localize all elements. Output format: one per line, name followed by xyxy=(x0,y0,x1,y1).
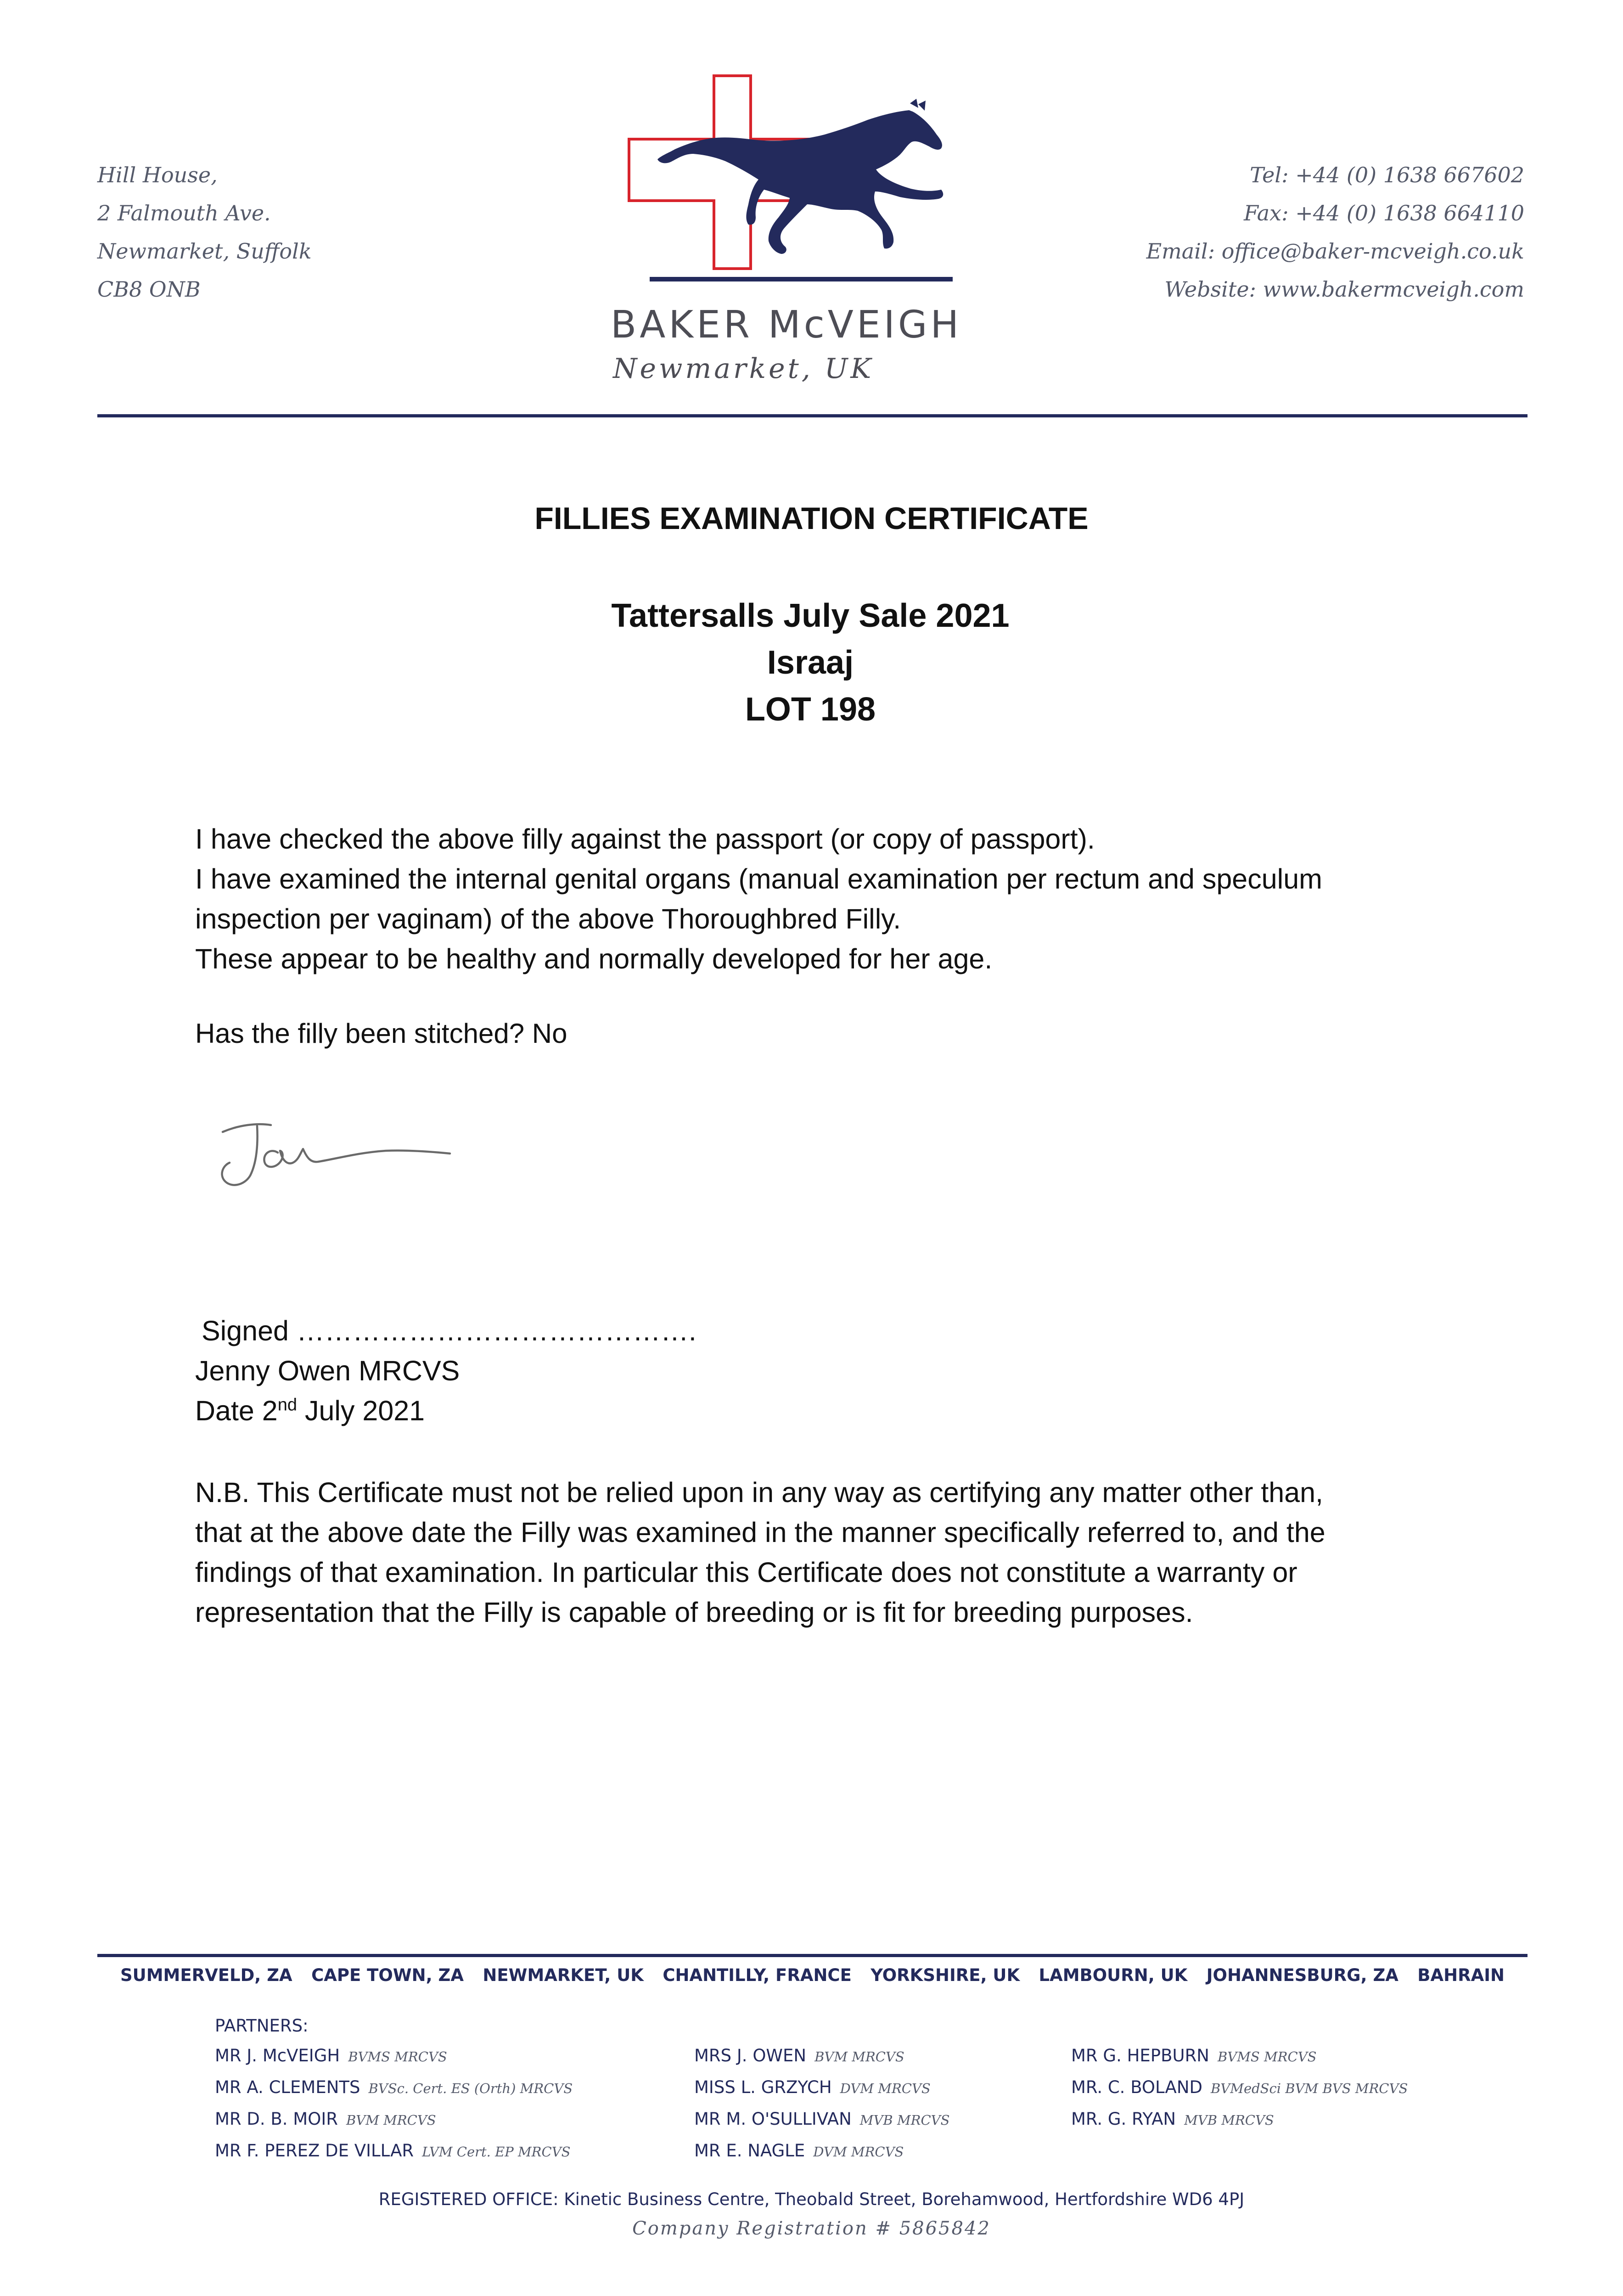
location-item: LAMBOURN, UK xyxy=(1039,1965,1188,1985)
footer-divider xyxy=(97,1954,1528,1957)
partner-entry xyxy=(215,2141,573,2172)
partner-name: MR G. HEPBURN xyxy=(1071,2046,1209,2065)
partner-quals: MVB MRCVS xyxy=(1184,2112,1274,2128)
sale-name: Tattersalls July Sale 2021 xyxy=(611,597,1010,634)
registered-office: REGISTERED OFFICE: Kinetic Business Centre, Theobald Street, Borehamwood, Hertfordshire WD6 4PJ xyxy=(378,2189,1245,2209)
phone-line: Tel: +44 (0) 1638 667602 xyxy=(1250,163,1524,187)
brand-location: Newmarket, UK xyxy=(613,353,874,385)
certificate-title: FILLIES EXAMINATION CERTIFICATE xyxy=(534,501,1089,536)
partner-entry xyxy=(215,2109,573,2141)
partner-quals: BVMS MRCVS xyxy=(348,2049,447,2065)
statement-line: I have examined the internal genital organs (manual examination per rectum and speculum xyxy=(195,863,1322,895)
date-ordinal: nd xyxy=(277,1395,298,1415)
address-line: CB8 ONB xyxy=(97,277,201,302)
disclaimer-line: findings of that examination. In particular this Certificate does not constitute a warranty or xyxy=(195,1557,1297,1588)
disclaimer-line: that at the above date the Filly was examined in the manner specifically referred to, and the xyxy=(195,1517,1325,1548)
header-divider xyxy=(97,414,1528,417)
partner-name: MRS J. OWEN xyxy=(694,2046,807,2065)
location-item: CAPE TOWN, ZA xyxy=(311,1965,464,1985)
email-line: Email: office@baker-mcveigh.co.uk xyxy=(1146,239,1524,264)
partner-name: MR F. PEREZ DE VILLAR xyxy=(215,2141,414,2161)
partner-name: MR D. B. MOIR xyxy=(215,2109,338,2129)
signatory-name: Jenny Owen MRCVS xyxy=(195,1355,460,1386)
statement-line: These appear to be healthy and normally developed for her age. xyxy=(195,943,993,974)
partner-name: MISS L. GRZYCH xyxy=(694,2077,832,2097)
horse-cross-logo-icon xyxy=(624,71,973,326)
partner-name: MR A. CLEMENTS xyxy=(215,2077,360,2097)
brand-name: BAKER McVEIGH xyxy=(611,303,962,347)
partner-entry xyxy=(1071,2077,1408,2109)
company-registration: Company Registration # 5865842 xyxy=(632,2218,991,2239)
disclaimer-line: N.B. This Certificate must not be relied upon in any way as certifying any matter other than, xyxy=(195,1477,1324,1508)
location-item: JOHANNESBURG, ZA xyxy=(1206,1965,1398,1985)
location-item: CHANTILLY, FRANCE xyxy=(663,1965,852,1985)
office-address xyxy=(97,156,312,309)
website-line: Website: www.bakermcveigh.com xyxy=(1164,277,1524,302)
lot-number: LOT 198 xyxy=(745,691,876,728)
partner-quals: DVM MRCVS xyxy=(840,2081,931,2096)
partner-name: MR. G. RYAN xyxy=(1071,2109,1176,2129)
partner-entry xyxy=(1071,2046,1408,2077)
partner-quals: BVM MRCVS xyxy=(346,2112,436,2128)
partner-quals: BVM MRCVS xyxy=(814,2049,904,2065)
partners-column-2 xyxy=(694,2046,949,2172)
partner-entry xyxy=(215,2077,573,2109)
fax-line: Fax: +44 (0) 1638 664110 xyxy=(1243,201,1524,225)
partner-entry xyxy=(215,2046,573,2077)
partner-quals: DVM MRCVS xyxy=(813,2144,904,2160)
partner-quals: LVM Cert. EP MRCVS xyxy=(422,2144,571,2160)
sale-details xyxy=(565,592,1056,733)
partner-quals: BVMS MRCVS xyxy=(1217,2049,1317,2065)
address-line: Newmarket, Suffolk xyxy=(97,239,312,264)
address-line: Hill House, xyxy=(97,163,218,187)
examination-statement xyxy=(195,819,1481,979)
signature-block xyxy=(195,1311,1481,1431)
location-item: YORKSHIRE, UK xyxy=(870,1965,1020,1985)
contact-details xyxy=(1146,156,1524,309)
statement-line: inspection per vaginam) of the above Thoroughbred Filly. xyxy=(195,903,901,934)
office-locations xyxy=(97,1965,1528,1985)
partner-name: MR E. NAGLE xyxy=(694,2141,805,2161)
handwritten-signature xyxy=(202,1111,459,1194)
partner-quals: MVB MRCVS xyxy=(859,2112,950,2128)
location-item: BAHRAIN xyxy=(1417,1965,1505,1985)
stitched-question: Has the filly been stitched? No xyxy=(195,1018,567,1049)
partner-name: MR J. McVEIGH xyxy=(215,2046,340,2065)
signed-line: Signed ……………………………………. xyxy=(202,1315,696,1346)
partners-label: PARTNERS: xyxy=(215,2016,309,2036)
partner-quals: BVMedSci BVM BVS MRCVS xyxy=(1211,2081,1408,2096)
disclaimer xyxy=(195,1473,1481,1632)
partner-quals: BVSc. Cert. ES (Orth) MRCVS xyxy=(368,2081,573,2096)
date-prefix: Date 2 xyxy=(195,1395,278,1426)
address-line: 2 Falmouth Ave. xyxy=(97,201,271,225)
exam-date xyxy=(195,1391,1481,1431)
partner-name: MR M. O'SULLIVAN xyxy=(694,2109,852,2129)
disclaimer-line: representation that the Filly is capable of breeding or is fit for breeding purposes. xyxy=(195,1597,1193,1628)
location-item: NEWMARKET, UK xyxy=(483,1965,644,1985)
partner-name: MR. C. BOLAND xyxy=(1071,2077,1202,2097)
partner-entry xyxy=(694,2046,949,2077)
location-item: SUMMERVELD, ZA xyxy=(120,1965,292,1985)
partner-entry xyxy=(694,2141,949,2172)
statement-line: I have checked the above filly against the passport (or copy of passport). xyxy=(195,823,1095,855)
partners-column-3 xyxy=(1071,2046,1408,2141)
partner-entry xyxy=(694,2077,949,2109)
partner-entry xyxy=(694,2109,949,2141)
date-rest: July 2021 xyxy=(297,1395,425,1426)
partners-column-1 xyxy=(215,2046,573,2172)
partner-entry xyxy=(1071,2109,1408,2141)
horse-name: Israaj xyxy=(767,644,854,681)
